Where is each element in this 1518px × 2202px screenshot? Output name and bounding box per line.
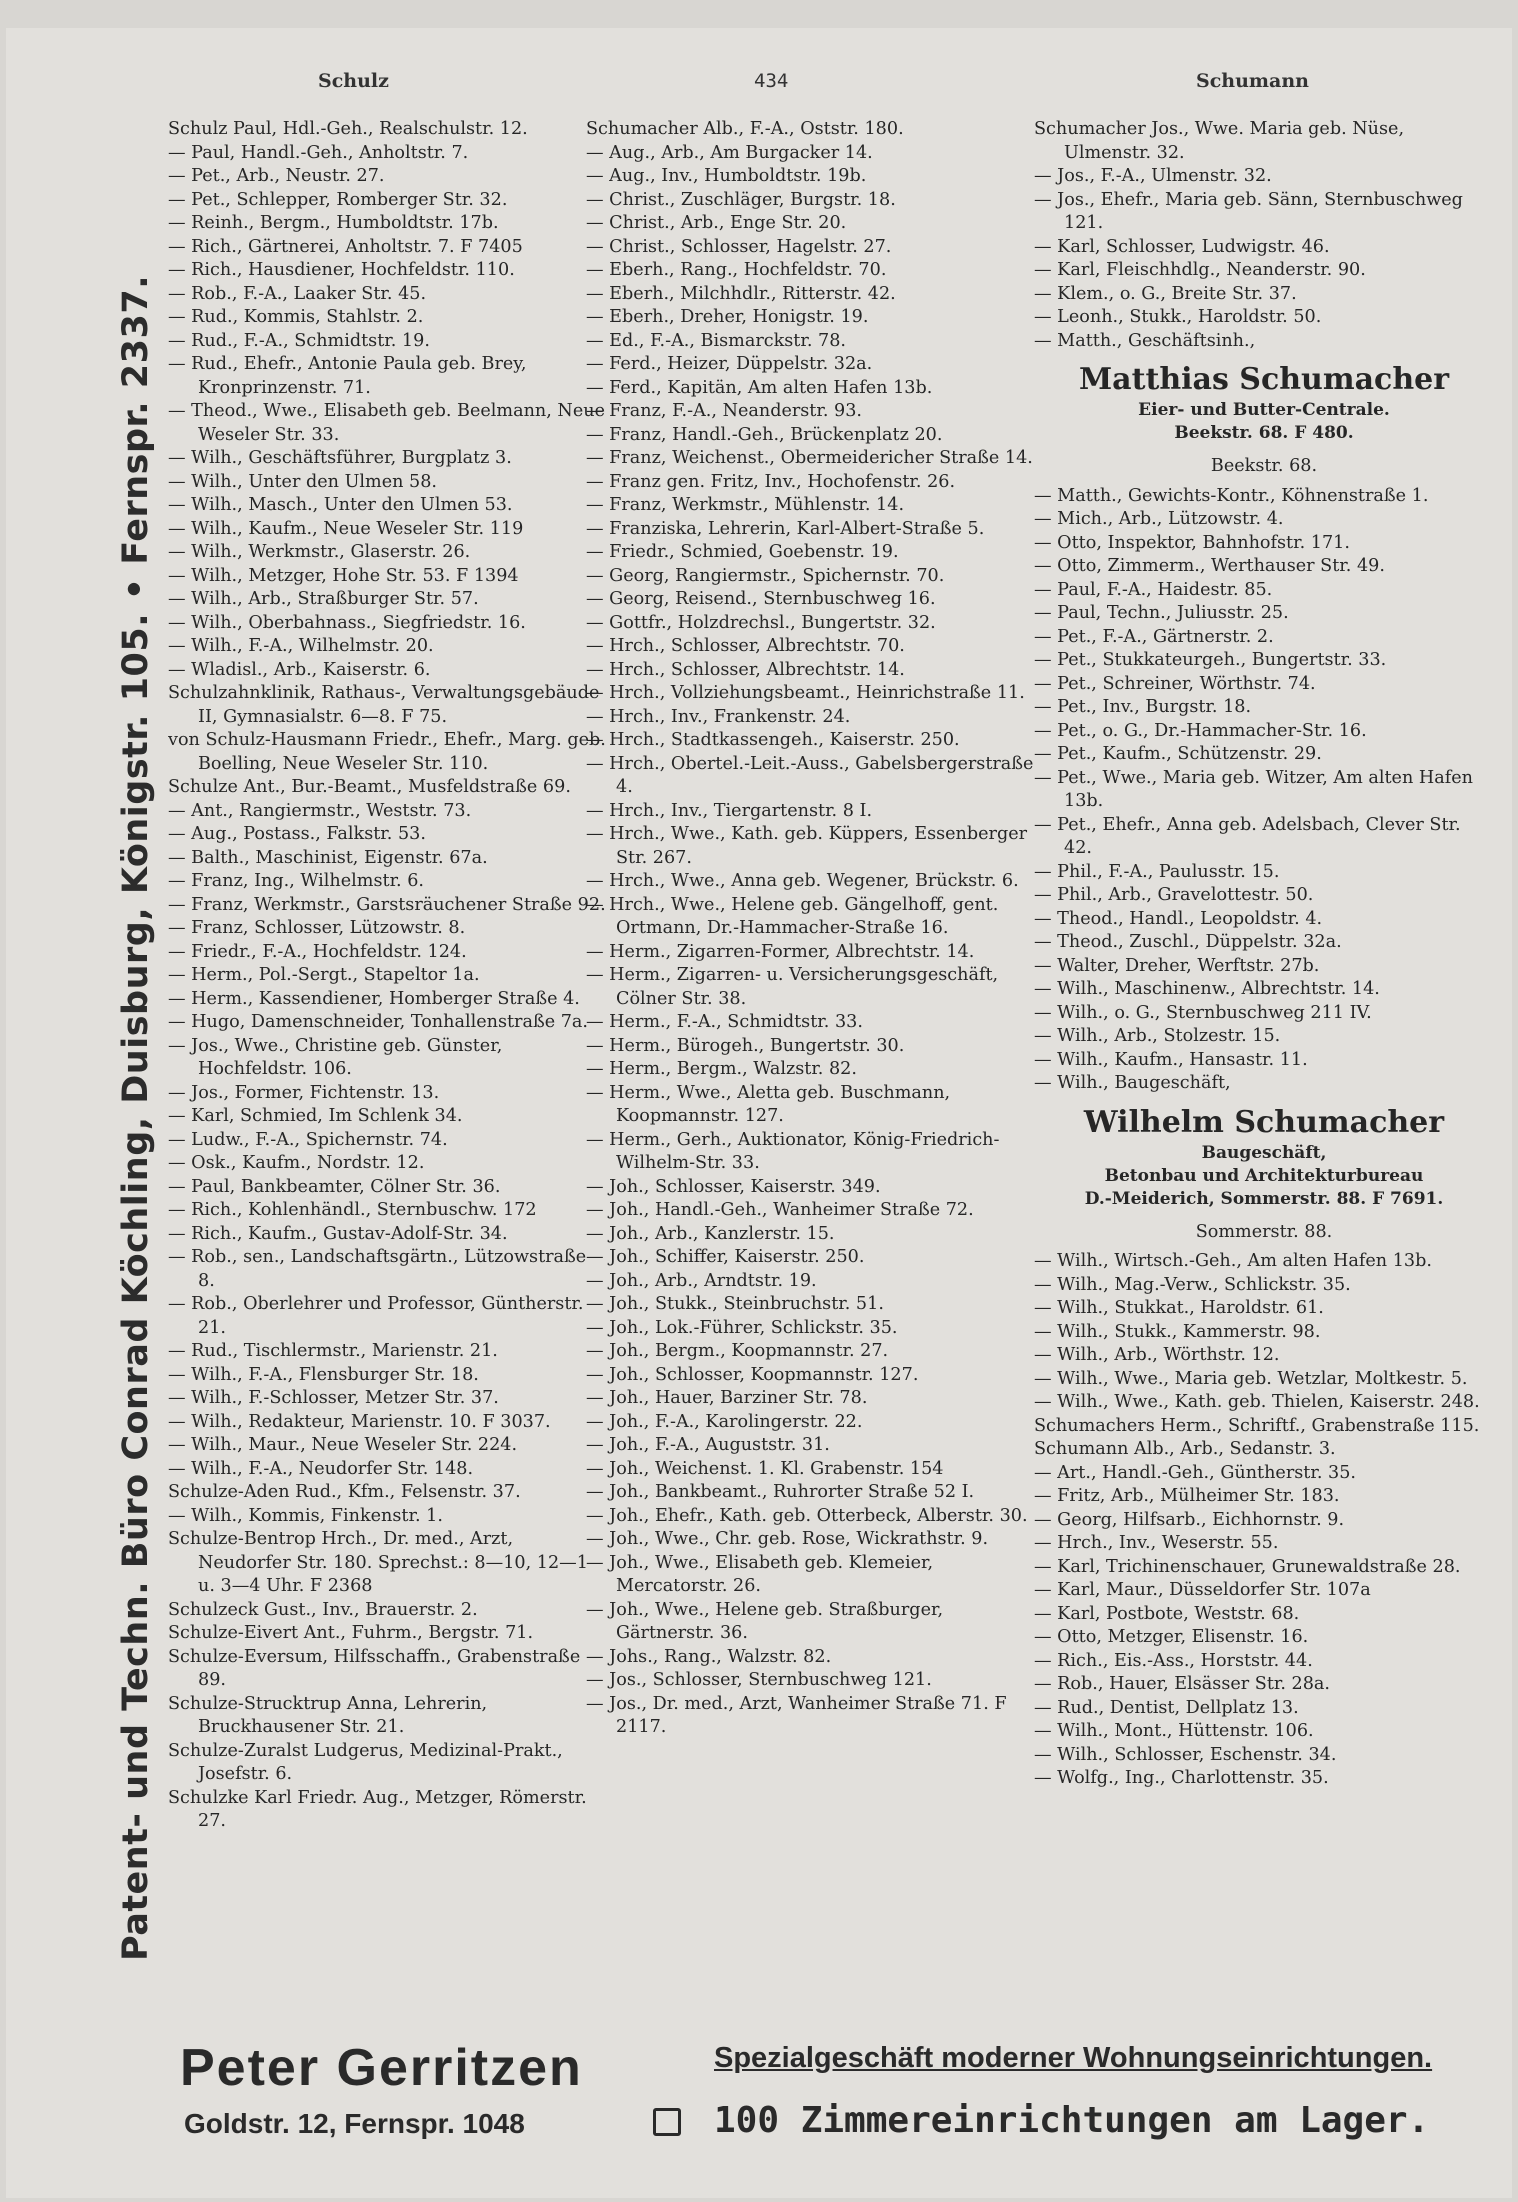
directory-entry: — Karl, Fleischhdlg., Neanderstr. 90.	[1034, 260, 1366, 280]
ad-address-line: Beekstr. 68.	[1210, 456, 1318, 476]
directory-entry: — Wilh., Mont., Hüttenstr. 106.	[1034, 1721, 1314, 1741]
directory-entry: — Herm., Wwe., Aletta geb. Buschmann, Koopmannstr. 127.	[586, 1082, 951, 1126]
ad-address-line: Sommerstr. 88.	[1195, 1221, 1333, 1242]
directory-entry: — Aug., Inv., Humboldtstr. 19b.	[586, 166, 867, 186]
directory-entry: — Reinh., Bergm., Humboldtstr. 17b.	[168, 213, 499, 233]
directory-entry: — Wilh., Kaufm., Neue Weseler Str. 119	[168, 518, 524, 539]
directory-entry: — Christ., Arb., Enge Str. 20.	[586, 213, 847, 233]
directory-entry: — Ed., F.-A., Bismarckstr. 78.	[586, 330, 846, 351]
directory-entry: Schulzeck Gust., Inv., Brauerstr. 2.	[168, 1599, 478, 1620]
directory-entry: — Pet., F.-A., Gärtnerstr. 2.	[1034, 626, 1274, 647]
directory-entry: — Ludw., F.-A., Spichernstr. 74.	[168, 1129, 448, 1150]
directory-entry: — Hrch., Inv., Tiergartenstr. 8 I.	[586, 800, 873, 821]
directory-entry: — Wilh., Wwe., Maria geb. Wetzlar, Moltkestr. 5.	[1034, 1368, 1468, 1389]
header-right-keyword: Schumann	[1196, 70, 1309, 92]
directory-entry: — Hugo, Damenschneider, Tonhallenstraße 7a.	[168, 1012, 588, 1032]
directory-entry: Schulzahnklinik, Rathaus-, Verwaltungsgebäude II, Gymnasialstr. 6—8. F 75.	[168, 683, 600, 727]
directory-entry: — Herm., Pol.-Sergt., Stapeltor 1a.	[168, 965, 480, 985]
directory-entry: — Georg, Hilfsarb., Eichhornstr. 9.	[1034, 1509, 1345, 1530]
advertiser-address: Goldstr. 12, Fernspr. 1048	[184, 2108, 525, 2139]
directory-entry: — Pet., Schlepper, Romberger Str. 32.	[168, 189, 508, 210]
bottom-advertisement	[166, 2028, 1496, 2158]
directory-entry: — Paul, Bankbeamter, Cölner Str. 36.	[168, 1176, 501, 1197]
directory-entry: — Herm., Zigarren- u. Versicherungsgeschäft, Cölner Str. 38.	[586, 965, 999, 1009]
directory-entry: — Joh., Handl.-Geh., Wanheimer Straße 72.	[586, 1200, 974, 1220]
directory-entry: — Wilh., Maur., Neue Weseler Str. 224.	[168, 1435, 518, 1455]
directory-entry: — Christ., Schlosser, Hagelstr. 27.	[586, 236, 892, 257]
directory-entry: — Franz, Handl.-Geh., Brückenplatz 20.	[586, 424, 943, 445]
directory-entry: — Herm., Bergm., Walzstr. 82.	[586, 1059, 857, 1079]
directory-entry: — Friedr., Schmied, Goebenstr. 19.	[586, 542, 899, 562]
directory-entry: — Joh., Wwe., Helene geb. Straßburger, Gärtnerstr. 36.	[586, 1599, 944, 1643]
directory-page	[6, 28, 1512, 2198]
directory-entry: — Joh., F.-A., Auguststr. 31.	[586, 1435, 830, 1455]
directory-entry: — Wolfg., Ing., Charlottenstr. 35.	[1034, 1768, 1329, 1788]
ad-line: Betonbau und Architekturbureau	[1104, 1165, 1424, 1186]
directory-entry: — Wilh., Arb., Wörthstr. 12.	[1034, 1345, 1280, 1365]
directory-entry: — Hrch., Wwe., Helene geb. Gängelhoff, gent. Ortmann, Dr.-Hammacher-Straße 16.	[586, 894, 999, 938]
directory-entry: — Otto, Zimmerm., Werthauser Str. 49.	[1034, 556, 1385, 576]
directory-entry: — Hrch., Wwe., Anna geb. Wegener, Brückstr. 6.	[586, 871, 1019, 891]
directory-entry: Schulze-Eivert Ant., Fuhrm., Bergstr. 71.	[168, 1623, 534, 1643]
directory-entry: — Rich., Kaufm., Gustav-Adolf-Str. 34.	[168, 1223, 508, 1244]
page-number: 434	[754, 70, 789, 92]
directory-entry: — Wladisl., Arb., Kaiserstr. 6.	[168, 659, 431, 680]
directory-entry: — Franz, Werkmstr., Mühlenstr. 14.	[586, 495, 905, 515]
directory-entry: — Wilh., F.-A., Wilhelmstr. 20.	[168, 636, 434, 656]
directory-entry: — Ant., Rangiermstr., Weststr. 73.	[168, 800, 472, 821]
directory-entry: — Wilh., F.-Schlosser, Metzer Str. 37.	[168, 1388, 499, 1408]
directory-entry: — Eberh., Rang., Hochfeldstr. 70.	[586, 260, 887, 280]
directory-column-2	[586, 118, 1036, 2008]
directory-entry: — Franziska, Lehrerin, Karl-Albert-Straße 5.	[586, 518, 985, 539]
directory-entry: — Rich., Hausdiener, Hochfeldstr. 110.	[168, 260, 515, 280]
directory-entry: — Hrch., Schlosser, Albrechtstr. 70.	[586, 636, 905, 656]
directory-entry: — Rob., Hauer, Elsässer Str. 28a.	[1034, 1674, 1331, 1694]
directory-entry: — Pet., Kaufm., Schützenstr. 29.	[1034, 744, 1322, 764]
directory-entry: — Wilh., F.-A., Flensburger Str. 18.	[168, 1364, 479, 1385]
directory-entry: — Joh., Arb., Kanzlerstr. 15.	[586, 1223, 835, 1244]
directory-entry: — Theod., Zuschl., Düppelstr. 32a.	[1034, 932, 1342, 952]
directory-entry: — Rob., sen., Landschaftsgärtn., Lützowstraße 8.	[168, 1247, 587, 1291]
directory-entry: — Hrch., Inv., Weserstr. 55.	[1034, 1533, 1279, 1553]
directory-entry: — Otto, Inspektor, Bahnhofstr. 171.	[1034, 532, 1350, 553]
ad-line: Eier- und Butter-Centrale.	[1138, 400, 1390, 420]
ad-line: Baugeschäft,	[1201, 1142, 1327, 1163]
directory-entry: Schulze-Bentrop Hrch., Dr. med., Arzt, Neudorfer Str. 180. Sprechst.: 8—10, 12—1 u. 3—4 Uhr. F 2368	[168, 1529, 588, 1596]
directory-entry: — Jos., Dr. med., Arzt, Wanheimer Straße 71. F 2117.	[586, 1693, 1007, 1737]
directory-entry: Schumacher Alb., F.-A., Oststr. 180.	[586, 119, 904, 139]
directory-entry: — Osk., Kaufm., Nordstr. 12.	[168, 1153, 425, 1173]
directory-entry: — Wilh., Metzger, Hohe Str. 53. F 1394	[168, 565, 519, 586]
directory-entry: — Wilh., Oberbahnass., Siegfriedstr. 16.	[168, 612, 526, 633]
directory-entry: — Wilh., Mag.-Verw., Schlickstr. 35.	[1034, 1274, 1351, 1295]
directory-entry: — Rob., F.-A., Laaker Str. 45.	[168, 283, 427, 304]
directory-entry: — Wilh., Stukkat., Haroldstr. 61.	[1034, 1298, 1324, 1318]
directory-entry: — Franz, Werkmstr., Garstsräuchener Straße 92.	[168, 894, 606, 915]
directory-entry: — Matth., Geschäftsinh.,	[1034, 330, 1256, 351]
directory-entry: — Wilh., Arb., Straßburger Str. 57.	[168, 589, 479, 609]
directory-entry: — Joh., Wwe., Chr. geb. Rose, Wickrathstr. 9.	[586, 1529, 989, 1549]
directory-entry: Schulz Paul, Hdl.-Geh., Realschulstr. 12.	[168, 119, 528, 139]
directory-entry: — Rud., Kommis, Stahlstr. 2.	[168, 307, 424, 327]
directory-entry: — Joh., Arb., Arndtstr. 19.	[586, 1270, 817, 1291]
directory-entry: — Phil., Arb., Gravelottestr. 50.	[1034, 885, 1314, 905]
directory-entry: — Rud., Dentist, Dellplatz 13.	[1034, 1697, 1299, 1718]
ad-title: Matthias Schumacher	[1078, 362, 1450, 397]
side-advertisement	[104, 128, 168, 2108]
directory-entry: — Gottfr., Holzdrechsl., Bungertstr. 32.	[586, 612, 936, 633]
directory-entry: — Jos., Ehefr., Maria geb. Sänn, Sternbuschweg 121.	[1034, 189, 1463, 233]
directory-entry: — Wilh., F.-A., Neudorfer Str. 148.	[168, 1458, 474, 1479]
directory-entry: — Wilh., Werkmstr., Glaserstr. 26.	[168, 542, 471, 562]
directory-entry: — Joh., Hauer, Barziner Str. 78.	[586, 1388, 868, 1408]
directory-entry: — Eberh., Dreher, Honigstr. 19.	[586, 307, 869, 327]
directory-entry: — Pet., Wwe., Maria geb. Witzer, Am alten Hafen 13b.	[1034, 767, 1473, 811]
directory-entry: — Jos., Wwe., Christine geb. Günster, Hochfeldstr. 106.	[168, 1035, 503, 1079]
directory-entry: — Joh., Bergm., Koopmannstr. 27.	[586, 1341, 889, 1361]
directory-entry: — Balth., Maschinist, Eigenstr. 67a.	[168, 847, 488, 868]
directory-entry: — Wilh., Kaufm., Hansastr. 11.	[1034, 1049, 1308, 1070]
directory-entry: von Schulz-Hausmann Friedr., Ehefr., Marg. geb. Boelling, Neue Weseler Str. 110.	[168, 730, 606, 774]
directory-entry: — Wilh., Unter den Ulmen 58.	[168, 471, 438, 492]
directory-entry: — Aug., Arb., Am Burgacker 14.	[586, 142, 873, 163]
directory-entry: — Georg, Rangiermstr., Spichernstr. 70.	[586, 565, 945, 586]
directory-entry: Schulzke Karl Friedr. Aug., Metzger, Römerstr. 27.	[168, 1787, 587, 1831]
directory-column-1	[168, 118, 608, 2008]
directory-entry: — Pet., Schreiner, Wörthstr. 74.	[1034, 673, 1316, 694]
directory-entry: Schumann Alb., Arb., Sedanstr. 3.	[1034, 1439, 1336, 1459]
directory-entry: — Franz, Ing., Wilhelmstr. 6.	[168, 871, 425, 891]
directory-entry: — Fritz, Arb., Mülheimer Str. 183.	[1034, 1486, 1340, 1506]
directory-entry: — Joh., Schiffer, Kaiserstr. 250.	[586, 1247, 865, 1267]
directory-entry: — Georg, Reisend., Sternbuschweg 16.	[586, 589, 936, 609]
directory-entry: — Hrch., Inv., Frankenstr. 24.	[586, 706, 851, 727]
directory-entry: — Wilh., Wirtsch.-Geh., Am alten Hafen 13b.	[1034, 1251, 1432, 1271]
directory-entry: — Wilh., Baugeschäft,	[1034, 1073, 1231, 1093]
directory-entry: — Leonh., Stukk., Haroldstr. 50.	[1034, 307, 1322, 327]
directory-entry: — Pet., Stukkateurgeh., Bungertstr. 33.	[1034, 650, 1387, 670]
directory-entry: — Hrch., Wwe., Kath. geb. Küppers, Essenberger Str. 267.	[586, 824, 1028, 868]
directory-entry: — Herm., Zigarren-Former, Albrechtstr. 14.	[586, 941, 975, 962]
advertiser-name: Peter Gerritzen	[180, 2039, 583, 2097]
directory-entry: — Wilh., Redakteur, Marienstr. 10. F 3037.	[168, 1411, 551, 1432]
directory-entry: — Theod., Wwe., Elisabeth geb. Beelmann, Neue Weseler Str. 33.	[168, 401, 605, 445]
directory-entry: — Herm., Gerh., Auktionator, König-Friedrich-Wilhelm-Str. 33.	[586, 1129, 1000, 1173]
directory-entry: — Pet., o. G., Dr.-Hammacher-Str. 16.	[1034, 720, 1367, 741]
advertiser-slogan: Spezialgeschäft moderner Wohnungseinrichtungen.	[714, 2042, 1433, 2074]
directory-entry: — Franz, Weichenst., Obermeidericher Straße 14.	[586, 448, 1033, 468]
directory-entry: Schulze-Eversum, Hilfsschaffn., Grabenstraße 89.	[168, 1646, 581, 1690]
advertiser-offer: 100 Zimmereinrichtungen am Lager.	[714, 2100, 1430, 2141]
directory-entry: — Herm., F.-A., Schmidtstr. 33.	[586, 1012, 863, 1032]
directory-entry: — Joh., Ehefr., Kath. geb. Otterbeck, Alberstr. 30.	[586, 1505, 1028, 1526]
directory-entry: Schulze Ant., Bur.-Beamt., Musfeldstraße 69.	[168, 777, 571, 797]
directory-entry: Schulze-Zuralst Ludgerus, Medizinal-Prakt., Josefstr. 6.	[168, 1740, 563, 1784]
directory-entry: — Christ., Zuschläger, Burgstr. 18.	[586, 189, 896, 210]
directory-entry: — Aug., Postass., Falkstr. 53.	[168, 824, 426, 844]
directory-entry: — Joh., Stukk., Steinbruchstr. 51.	[586, 1294, 884, 1314]
directory-entry: — Klem., o. G., Breite Str. 37.	[1034, 283, 1297, 304]
directory-entry: — Wilh., Wwe., Kath. geb. Thielen, Kaiserstr. 248.	[1034, 1392, 1480, 1412]
directory-entry: — Rud., F.-A., Schmidtstr. 19.	[168, 330, 430, 351]
directory-entry: — Rich., Gärtnerei, Anholtstr. 7. F 7405	[168, 236, 523, 257]
directory-entry: — Franz, Schlosser, Lützowstr. 8.	[168, 918, 466, 938]
directory-entry: — Joh., Weichenst. 1. Kl. Grabenstr. 154	[586, 1458, 944, 1479]
directory-entry: — Karl, Schlosser, Ludwigstr. 46.	[1034, 236, 1330, 257]
directory-entry: — Franz, F.-A., Neanderstr. 93.	[586, 401, 863, 421]
directory-entry: — Paul, Handl.-Geh., Anholtstr. 7.	[168, 142, 469, 163]
directory-entry: — Hrch., Vollziehungsbeamt., Heinrichstraße 11.	[586, 683, 1025, 703]
directory-entry: — Wilh., Stukk., Kammerstr. 98.	[1034, 1321, 1321, 1342]
directory-entry: — Rich., Eis.-Ass., Horststr. 44.	[1034, 1650, 1313, 1671]
header-left-keyword: Schulz	[318, 70, 389, 92]
directory-entry: — Wilh., Schlosser, Eschenstr. 34.	[1034, 1744, 1337, 1765]
directory-entry: — Joh., Schlosser, Kaiserstr. 349.	[586, 1176, 881, 1197]
advertisement-wilhelm-schumacher	[1034, 1104, 1494, 1211]
directory-entry: Schulze-Strucktrup Anna, Lehrerin, Bruckhausener Str. 21.	[168, 1693, 488, 1737]
directory-entry: — Eberh., Milchhdlr., Ritterstr. 42.	[586, 283, 896, 304]
directory-entry: — Herm., Bürogeh., Bungertstr. 30.	[586, 1035, 905, 1056]
directory-entry: — Wilh., o. G., Sternbuschweg 211 IV.	[1034, 1002, 1372, 1023]
directory-entry: — Rud., Tischlermstr., Marienstr. 21.	[168, 1341, 498, 1361]
directory-entry: — Karl, Trichinenschauer, Grunewaldstraße 28.	[1034, 1556, 1461, 1577]
directory-entry: — Herm., Kassendiener, Homberger Straße 4.	[168, 988, 580, 1009]
directory-entry: — Joh., Schlosser, Koopmannstr. 127.	[586, 1364, 919, 1385]
directory-entry: — Walter, Dreher, Werftstr. 27b.	[1034, 955, 1320, 976]
directory-entry: — Karl, Schmied, Im Schlenk 34.	[168, 1106, 463, 1126]
directory-entry: — Pet., Ehefr., Anna geb. Adelsbach, Clever Str. 42.	[1034, 814, 1461, 858]
directory-entry: — Jos., Former, Fichtenstr. 13.	[168, 1082, 440, 1103]
directory-entry: — Johs., Rang., Walzstr. 82.	[586, 1646, 832, 1667]
directory-entry: — Ferd., Heizer, Düppelstr. 32a.	[586, 354, 873, 374]
directory-entry: — Wilh., Kommis, Finkenstr. 1.	[168, 1505, 443, 1526]
directory-entry: — Rud., Ehefr., Antonie Paula geb. Brey, Kronprinzenstr. 71.	[168, 354, 527, 398]
directory-entry: — Friedr., F.-A., Hochfeldstr. 124.	[168, 941, 467, 962]
directory-entry: — Joh., Bankbeamt., Ruhrorter Straße 52 I.	[586, 1482, 975, 1502]
directory-entry: Schumachers Herm., Schriftf., Grabenstraße 115.	[1034, 1415, 1480, 1436]
directory-entry: — Paul, Techn., Juliusstr. 25.	[1034, 603, 1289, 623]
directory-entry: — Rob., Oberlehrer und Professor, Güntherstr. 21.	[168, 1294, 584, 1338]
directory-entry: — Pet., Inv., Burgstr. 18.	[1034, 697, 1252, 717]
ad-line: Beekstr. 68. F 480.	[1174, 423, 1354, 443]
ad-line: D.-Meiderich, Sommerstr. 88. F 7691.	[1084, 1188, 1444, 1209]
directory-entry: — Jos., Schlosser, Sternbuschweg 121.	[586, 1670, 932, 1690]
directory-entry: — Otto, Metzger, Elisenstr. 16.	[1034, 1627, 1309, 1647]
directory-entry: — Mich., Arb., Lützowstr. 4.	[1034, 509, 1284, 529]
side-advertisement-text: Patent- und Techn. Büro Conrad Köchling, Duisburg, Königstr. 105. • Fernspr. 2337.	[116, 274, 156, 1962]
directory-entry: — Joh., Lok.-Führer, Schlickstr. 35.	[586, 1317, 898, 1338]
directory-entry: — Wilh., Masch., Unter den Ulmen 53.	[168, 495, 513, 515]
directory-entry: — Karl, Postbote, Weststr. 68.	[1034, 1603, 1300, 1624]
directory-column-3	[1034, 118, 1494, 2008]
directory-entry: — Karl, Maur., Düsseldorfer Str. 107a	[1034, 1580, 1371, 1600]
directory-entry: — Wilh., Maschinenw., Albrechtstr. 14.	[1034, 979, 1380, 999]
directory-entry: Schulze-Aden Rud., Kfm., Felsenstr. 37.	[168, 1482, 521, 1502]
directory-entry: — Franz gen. Fritz, Inv., Hochofenstr. 26.	[586, 471, 956, 492]
directory-entry: — Joh., F.-A., Karolingerstr. 22.	[586, 1411, 863, 1432]
directory-entry: — Theod., Handl., Leopoldstr. 4.	[1034, 908, 1323, 929]
directory-entry: — Rich., Kohlenhändl., Sternbuschw. 172	[168, 1200, 537, 1220]
directory-entry: — Hrch., Stadtkassengeh., Kaiserstr. 250.	[586, 730, 960, 750]
directory-entry: — Hrch., Schlosser, Albrechtstr. 14.	[586, 659, 905, 680]
directory-entry: — Paul, F.-A., Haidestr. 85.	[1034, 579, 1273, 600]
directory-entry: — Art., Handl.-Geh., Güntherstr. 35.	[1034, 1462, 1356, 1483]
directory-entry: — Pet., Arb., Neustr. 27.	[168, 166, 385, 186]
directory-entry: — Matth., Gewichts-Kontr., Köhnenstraße 1.	[1034, 485, 1429, 506]
directory-entry: — Joh., Wwe., Elisabeth geb. Klemeier, Mercatorstr. 26.	[586, 1552, 934, 1596]
advertisement-matthias-schumacher	[1034, 361, 1494, 445]
directory-entry: — Hrch., Obertel.-Leit.-Auss., Gabelsbergerstraße 4.	[586, 753, 1034, 797]
directory-entry: Schumacher Jos., Wwe. Maria geb. Nüse, Ulmenstr. 32.	[1034, 119, 1405, 163]
column-3-entries-between-ads	[1034, 485, 1494, 1096]
column-3-entries-after-ad	[1034, 1250, 1494, 1791]
column-3-entries-before-ad	[1034, 118, 1494, 353]
logo-icon	[653, 2108, 681, 2136]
directory-entry: — Wilh., Geschäftsführer, Burgplatz 3.	[168, 448, 512, 468]
directory-entry: — Phil., F.-A., Paulusstr. 15.	[1034, 861, 1280, 882]
ad-title: Wilhelm Schumacher	[1083, 1104, 1445, 1140]
directory-entry: — Ferd., Kapitän, Am alten Hafen 13b.	[586, 377, 933, 398]
directory-entry: — Jos., F.-A., Ulmenstr. 32.	[1034, 166, 1272, 186]
directory-entry: — Wilh., Arb., Stolzestr. 15.	[1034, 1026, 1281, 1046]
